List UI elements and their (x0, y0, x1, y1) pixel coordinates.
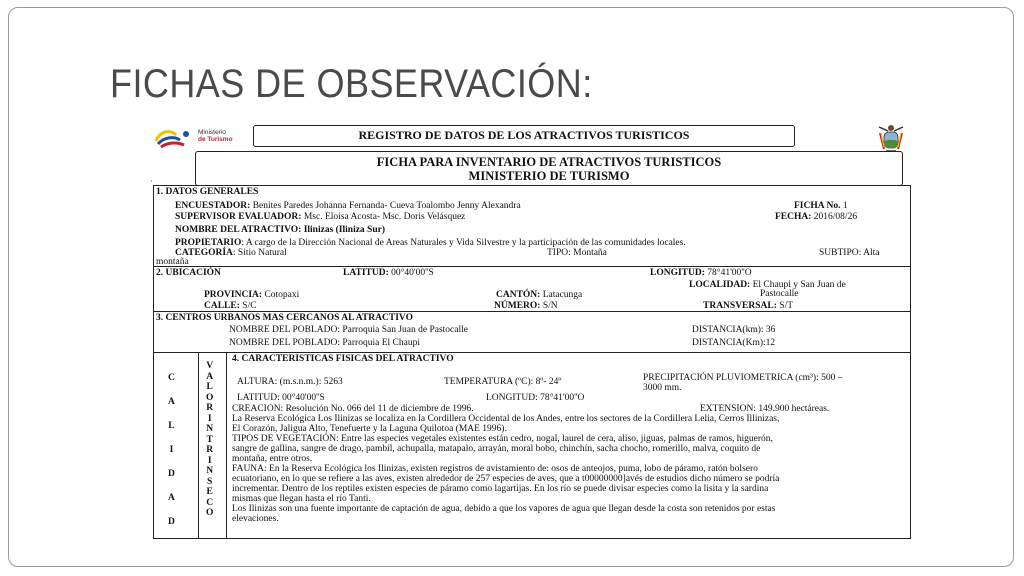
valor-intrinseco-letters: V A L O R I N T R I N S E C O (206, 361, 214, 518)
longitud-row-4: LONGITUD: 78°41'00''O (486, 393, 585, 403)
bullet-mark: · (150, 177, 153, 186)
ministry-swirl-icon (152, 127, 192, 149)
canton-row: CANTÓN: Latacunga (496, 290, 583, 300)
localidad-row: LOCALIDAD: El Chaupi y San Juan de (689, 280, 846, 290)
section-ubicacion (153, 266, 911, 312)
subtipo-continuation: montaña (156, 257, 189, 267)
ficha-number: FICHA No. 1 (794, 201, 848, 211)
section-caracteristicas (153, 352, 911, 539)
encuestador-row: ENCUESTADOR: Benites Paredes Johanna Fernanda- Cueva Toalombo Jenny Alexandra (175, 201, 521, 211)
body-line-11: elevaciones. (232, 514, 279, 524)
transversal-row: TRANSVERSAL: S/T (703, 301, 794, 311)
temperatura-row: TEMPERATURA (ºC): 8º- 24º (444, 377, 562, 387)
body-line-8: incrementar. Dentro de los reptiles existen especies de páramo como lagartijas. En los río se puede divisar especies como la lisita y la sardina (232, 484, 769, 494)
propietario-row: PROPIETARIO: A cargo de la Dirección Nacional de Areas Naturales y Vida Silvestre y la participación de las comunidades locales. (175, 238, 686, 248)
supervisor-row: SUPERVISOR EVALUADOR: Msc. Eloísa Acosta- Msc. Doris Velásquez (175, 212, 466, 222)
latitud-row: LATITUD: 00°40'00''S (343, 268, 434, 278)
calidad-column (154, 353, 199, 538)
ficha-header: FICHA PARA INVENTARIO DE ATRACTIVOS TURISTICOS MINISTERIO DE TURISMO (195, 151, 903, 186)
body-line-9: mismas que llegan hasta el río Tanti. (232, 494, 371, 504)
localidad-continuation: Pastocalle (760, 289, 799, 299)
provincia-row: PROVINCIA: Cotopaxi (204, 290, 300, 300)
distancia-1: DISTANCIA(km): 36 (692, 325, 776, 335)
ministry-logo-text: Ministerio de Turismo (198, 129, 233, 143)
section-4-heading: 4. CARACTERISTICAS FISICAS DEL ATRACTIVO (232, 354, 454, 364)
section-centros-urbanos (153, 311, 911, 353)
numero-row: NÚMERO: S/N (494, 301, 558, 311)
longitud-row: LONGITUD: 78°41'00''O (650, 268, 752, 278)
creacion-row: CREACION: Resolución No. 066 del 11 de diciembre de 1996. (232, 404, 474, 414)
section-datos-generales (153, 185, 911, 267)
extension-row: EXTENSION: 149.900 hectáreas. (700, 404, 830, 414)
subtipo-row: SUBTIPO: Alta (819, 248, 880, 258)
section-1-heading: 1. DATOS GENERALES (156, 187, 259, 197)
body-line-1: La Reserva Ecológica Los Ilinizas se localiza en la Cordillera Occidental de los Andes, entre los sectores de la Cordillera Lelia, Cerros Illinizas, (232, 414, 780, 424)
calle-row: CALLE: S/C (204, 301, 257, 311)
fecha-row: FECHA: 2016/08/26 (775, 212, 858, 222)
form-sheet (150, 177, 914, 539)
ministry-logo (152, 125, 252, 151)
calidad-letters: C A L I D A D (168, 373, 175, 527)
distancia-2: DISTANCIA(Km):12 (692, 338, 776, 348)
categoria-row: CATEGORÍA: Sitio Natural (175, 248, 287, 258)
body-line-5: montaña, entre otros. (232, 454, 313, 464)
precipitacion-continuation: 3000 mm. (643, 383, 682, 393)
body-line-7: ecuatoriano, en lo que se refiere a las aves, existen alrededor de 257 especies de aves, que a t00000000]avés de estudios dicho número se podría (232, 474, 780, 484)
poblado-1: NOMBRE DEL POBLADO: Parroquia San Juan de Pastocalle (229, 325, 468, 335)
latitud-row-4: LATITUD: 00°40'00''S (237, 393, 325, 403)
poblado-2: NOMBRE DEL POBLADO: Parroquia El Chaupi (229, 338, 420, 348)
section-3-heading: 3. CENTROS URBANOS MAS CERCANOS AL ATRACTIVO (156, 313, 413, 323)
registro-header: REGISTRO DE DATOS DE LOS ATRACTIVOS TURISTICOS (253, 125, 795, 147)
slide-title: FICHAS DE OBSERVACIÓN: (110, 62, 593, 106)
tipo-row: TIPO: Montaña (547, 248, 607, 258)
body-line-6: FAUNA: En la Reserva Ecológica los Ilinizas, existen registros de avistamiento de: osos de anteojos, puma, lobo de páramo, ratón bolsero (232, 464, 758, 474)
nombre-atractivo-row: NOMBRE DEL ATRACTIVO: Ilinizas (Iliniza Sur) (175, 225, 385, 235)
altura-row: ALTURA: (m.s.n.m.): 5263 (237, 377, 343, 387)
precipitacion-row: PRECIPITACIÓN PLUVIOMETRICA (cm³): 500 – (643, 373, 843, 383)
body-line-3: TIPOS DE VEGETACIÓN: Entre las especies vegetales existentes están cedro, nogal, laurel de cera, aliso, jiguas, palmas de ramos, higuerón, (232, 434, 773, 444)
section-2-heading: 2. UBICACIÓN (156, 268, 221, 278)
body-line-2: El Corazón, Jaligua Alto, Tenefuerte y la Laguna Quilotoa (MAE 1996). (232, 424, 507, 434)
body-line-4: sangre de gallina, sangre de drago, pambil, achupalla, matapalo, arrayán, moral bobo, chinchín, sacha chocho, romerillo, malva, coquito de (232, 444, 761, 454)
body-line-10: Los Ilinizas son una fuente importante de captación de agua, debido a que los vapores de agua que llegan desde la costa son retenidos por estas (232, 504, 776, 514)
